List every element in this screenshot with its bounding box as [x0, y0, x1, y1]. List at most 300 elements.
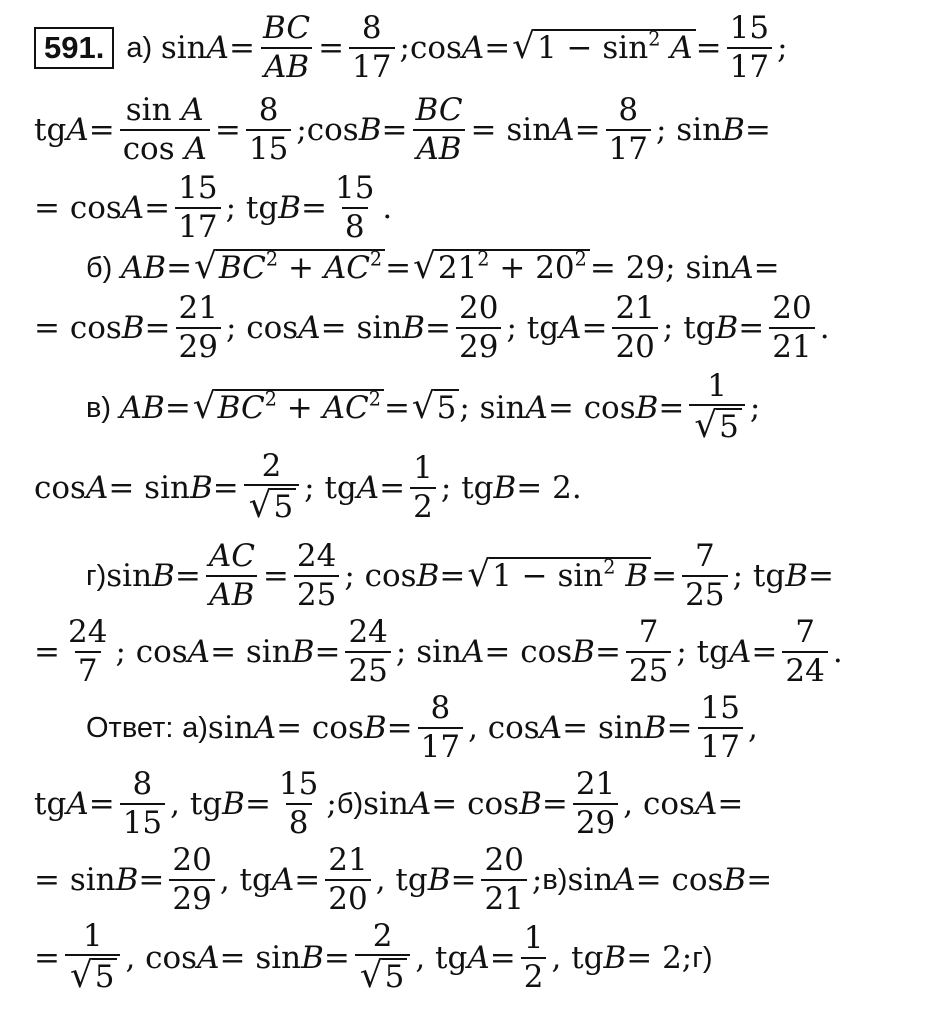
math-variable: B — [625, 558, 649, 595]
math-text: ; — [777, 30, 788, 66]
math-text: 21 — [575, 766, 616, 803]
math-text: = — [166, 250, 193, 286]
math-variable: BC — [217, 390, 265, 427]
fraction-denominator — [573, 803, 618, 840]
math-text: ; — [399, 30, 410, 66]
math-text: = — [484, 30, 511, 66]
math-variable: A — [731, 250, 754, 286]
math-text: 8 — [132, 766, 153, 803]
math-text: ; tg — [732, 558, 786, 594]
math-text: = sin — [108, 470, 190, 506]
radical-sign: √ — [512, 26, 535, 68]
math-text: ; tg — [440, 470, 494, 506]
fraction-numerator — [65, 616, 110, 651]
fraction — [412, 94, 465, 165]
fraction — [176, 292, 221, 363]
item-label: б) — [86, 251, 113, 284]
math-text: sin — [567, 862, 614, 898]
math-variable: A — [121, 190, 145, 226]
fraction — [606, 94, 651, 165]
math-variable: BC — [415, 92, 463, 129]
math-variable: A — [206, 30, 229, 66]
math-text: = — [658, 390, 685, 426]
fraction-denominator — [176, 327, 221, 364]
math-variable: A — [85, 470, 109, 506]
math-variable: BC — [218, 250, 266, 287]
math-variable: B — [363, 710, 387, 746]
math-text: = — [323, 940, 350, 976]
item-label: а) — [126, 31, 153, 64]
math-variable: A — [467, 940, 490, 976]
fraction — [294, 540, 339, 611]
math-variable: A — [184, 131, 207, 167]
radicand — [434, 389, 460, 427]
square-root — [194, 246, 385, 288]
math-text: 8 — [430, 690, 451, 727]
math-text: = cos — [34, 310, 122, 346]
math-text: , tg — [551, 940, 604, 976]
fraction — [244, 447, 299, 527]
radicand — [716, 408, 742, 446]
math-text: 5 — [719, 409, 739, 446]
math-text: 25 — [348, 653, 388, 689]
math-text: ; tg — [225, 190, 279, 226]
math-variable: B — [189, 470, 213, 506]
fraction-numerator — [410, 452, 436, 487]
math-variable: A — [181, 92, 204, 129]
problem-number: 591. — [34, 27, 114, 69]
math-text: = — [34, 940, 60, 976]
radicand — [382, 958, 408, 996]
math-text: = — [34, 634, 60, 670]
math-text: 8 — [344, 209, 365, 245]
math-variable: B — [519, 786, 542, 822]
fraction-denominator — [294, 575, 339, 612]
math-text: = — [214, 112, 241, 148]
math-text: 15 — [178, 170, 218, 207]
math-text: ; sin — [459, 390, 526, 426]
fraction-denominator — [355, 954, 410, 996]
math-text: 24 — [785, 653, 825, 689]
fraction — [65, 917, 120, 997]
math-variable: B — [643, 710, 667, 746]
fraction-denominator — [120, 803, 165, 840]
math-text: tg — [34, 112, 67, 148]
math-variable: A — [197, 940, 220, 976]
item-label: а) — [182, 711, 208, 744]
math-text: ; tg — [304, 470, 357, 506]
fraction-numerator — [456, 292, 501, 327]
math-text: = — [294, 862, 321, 898]
fraction-denominator — [698, 727, 743, 764]
fraction-numerator — [260, 12, 313, 47]
math-text: 2 — [523, 959, 544, 995]
fraction-numerator — [359, 12, 385, 47]
math-variable: AC — [323, 250, 370, 287]
math-text: , cos — [125, 940, 198, 976]
math-text: = — [381, 112, 408, 148]
math-text: 21 — [615, 290, 655, 327]
fraction-denominator — [246, 129, 291, 166]
math-text: = — [574, 112, 601, 148]
fraction-numerator — [259, 447, 285, 485]
square-root — [411, 386, 459, 428]
math-text: = — [262, 558, 289, 594]
fraction — [682, 540, 727, 611]
math-text: 7 — [795, 614, 815, 651]
fraction-numerator — [769, 292, 814, 327]
fraction — [698, 692, 743, 763]
item-label: Ответ: — [86, 711, 174, 744]
math-text: ; sin — [395, 634, 462, 670]
math-text: + — [278, 250, 324, 287]
math-text: 24 — [296, 538, 337, 575]
radical-sign: √ — [413, 246, 436, 288]
math-text: 8 — [618, 92, 639, 129]
math-text: = — [541, 786, 568, 822]
fraction — [689, 367, 744, 447]
fraction-numerator — [175, 172, 220, 207]
exponent: 2 — [264, 387, 277, 411]
fraction-numerator — [325, 844, 370, 879]
radicand — [489, 557, 651, 595]
fraction-denominator — [345, 651, 390, 688]
math-text: = — [383, 390, 410, 426]
fraction-numerator — [412, 94, 465, 129]
math-text: = — [385, 250, 412, 286]
fraction-denominator — [349, 47, 394, 84]
math-text: 15 — [334, 170, 375, 207]
fraction-numerator — [123, 94, 207, 129]
fraction-denominator — [169, 879, 214, 916]
fraction-denominator — [75, 651, 101, 688]
square-root — [192, 386, 384, 428]
solution-line — [34, 10, 931, 86]
exponent: 2 — [574, 247, 587, 271]
solution-line — [34, 290, 931, 366]
math-variable: B — [715, 310, 739, 346]
math-text: 20 — [484, 842, 524, 879]
fraction — [612, 292, 657, 363]
math-text: = cos — [635, 862, 724, 898]
math-variable: B — [572, 634, 595, 670]
fraction-numerator — [636, 616, 662, 651]
math-text: 2 — [261, 447, 282, 484]
radical-sign: √ — [467, 554, 491, 596]
fraction — [169, 844, 214, 915]
math-text: = — [144, 310, 171, 346]
radicand — [92, 958, 118, 996]
math-variable: A — [187, 634, 211, 670]
math-text: = — [212, 470, 239, 506]
math-text: = — [88, 112, 115, 148]
math-text: = 2; — [626, 940, 693, 976]
radical-sign: √ — [411, 386, 435, 428]
fraction-numerator — [332, 172, 377, 207]
math-variable: A — [66, 112, 89, 148]
math-text: 17 — [352, 49, 392, 85]
math-variable: B — [723, 862, 747, 898]
math-text: = — [581, 310, 608, 346]
math-text: 21 — [328, 842, 368, 879]
fraction-denominator — [769, 327, 814, 364]
math-text: = — [450, 862, 477, 898]
fraction — [260, 12, 313, 83]
math-text: 20 — [459, 290, 499, 327]
math-text: 29 — [459, 329, 499, 365]
math-text: 29 — [575, 805, 616, 841]
math-variable: A — [356, 470, 380, 506]
math-text: sin — [160, 30, 207, 66]
square-root — [359, 955, 407, 997]
math-text: = cos — [484, 634, 573, 670]
exponent: 2 — [648, 27, 661, 51]
math-text: , — [747, 710, 758, 746]
math-text: = — [753, 250, 780, 286]
fraction-denominator — [612, 327, 657, 364]
math-text: sin — [125, 92, 182, 129]
fraction-denominator — [65, 954, 120, 996]
math-text: = cos — [547, 390, 636, 426]
math-text: 29 — [178, 329, 218, 365]
fraction — [626, 616, 671, 687]
math-text: ; — [296, 112, 307, 148]
math-text: = — [746, 862, 773, 898]
math-variable: A — [253, 710, 277, 746]
answer-line — [34, 766, 931, 842]
radical-sign: √ — [69, 955, 93, 997]
item-label: б) — [336, 787, 364, 820]
math-text: 1 − sin — [536, 30, 649, 67]
math-text: ; cos — [344, 558, 417, 594]
math-text: cos — [122, 131, 185, 167]
answer-line — [34, 690, 931, 766]
math-text: sin — [106, 558, 153, 594]
fraction — [120, 94, 210, 165]
radicand — [435, 249, 590, 287]
math-variable: A — [728, 634, 752, 670]
math-text: 21 — [178, 290, 218, 327]
math-text: 21 — [437, 250, 478, 287]
math-variable: AC — [208, 538, 255, 575]
math-text: 15 — [122, 805, 163, 841]
fraction-denominator — [727, 47, 772, 84]
math-text: 5 — [436, 390, 457, 427]
math-variable: B — [152, 558, 175, 594]
math-text: = — [666, 710, 693, 746]
math-text: 17 — [420, 729, 461, 765]
math-text: cos — [34, 470, 86, 506]
item-label: в) — [542, 863, 568, 896]
math-variable: A — [694, 786, 718, 822]
fraction-numerator — [427, 692, 453, 727]
radicand — [270, 488, 296, 526]
math-text: = — [144, 190, 171, 226]
math-variable: AB — [209, 577, 255, 613]
math-text: = sin — [470, 112, 553, 148]
math-text: = sin — [320, 310, 403, 346]
radical-sign: √ — [194, 246, 217, 288]
math-text: 8 — [361, 10, 382, 47]
answer-line — [34, 842, 931, 918]
fraction — [355, 917, 410, 997]
math-text: = — [229, 30, 255, 66]
fraction-denominator — [626, 651, 671, 688]
math-text: = 29; sin — [589, 250, 732, 286]
math-text: 7 — [694, 538, 715, 575]
math-text: = — [174, 558, 201, 594]
math-text: ; — [531, 862, 543, 898]
fraction-numerator — [276, 768, 321, 803]
math-text: cos — [409, 30, 462, 66]
math-text: = — [386, 710, 413, 746]
math-text: 7 — [77, 653, 98, 689]
math-text: 20 — [172, 842, 212, 879]
math-text: 1 — [413, 450, 433, 487]
fraction — [206, 540, 258, 611]
math-text: , tg — [375, 862, 428, 898]
fraction-numerator — [80, 917, 106, 955]
fraction — [521, 922, 547, 993]
math-text: , cos — [468, 710, 540, 746]
exponent: 2 — [369, 247, 383, 271]
math-text: = — [88, 786, 115, 822]
math-text: 20 — [615, 329, 655, 365]
math-text: tg — [34, 786, 67, 822]
fraction — [349, 12, 394, 83]
radicand — [534, 29, 696, 67]
math-variable: A — [525, 390, 548, 426]
fraction-numerator — [573, 768, 618, 803]
fraction-denominator — [244, 484, 299, 526]
fraction — [410, 452, 436, 523]
math-text: = — [439, 558, 466, 594]
math-text: 17 — [608, 131, 648, 167]
fraction — [727, 12, 772, 83]
item-label: в) — [86, 391, 112, 424]
fraction — [456, 292, 501, 363]
math-text: = sin — [210, 634, 292, 670]
math-text: 2 — [372, 917, 393, 954]
math-variable: B — [402, 310, 426, 346]
math-text: 5 — [384, 959, 405, 996]
math-variable: B — [115, 862, 139, 898]
fraction-numerator — [130, 768, 156, 803]
math-text: = — [314, 634, 341, 670]
fraction-numerator — [521, 922, 547, 957]
square-root — [512, 26, 695, 68]
fraction-denominator — [286, 803, 312, 840]
math-text: cos — [306, 112, 359, 148]
fraction-numerator — [612, 292, 657, 327]
answer-line — [34, 614, 931, 690]
math-text: 25 — [685, 577, 725, 613]
fraction — [782, 616, 827, 687]
math-variable: A — [552, 112, 575, 148]
fraction-numerator — [169, 844, 214, 879]
math-variable: A — [462, 634, 485, 670]
math-variable: AC — [322, 390, 369, 427]
item-label: г) — [86, 559, 107, 592]
math-text: 5 — [273, 489, 294, 526]
square-root — [248, 485, 296, 527]
math-text: + 20 — [489, 250, 575, 287]
math-text: , tg — [219, 862, 272, 898]
fraction-numerator — [481, 844, 526, 879]
square-root — [467, 554, 651, 596]
exponent: 2 — [265, 247, 279, 271]
math-variable: B — [291, 634, 315, 670]
math-text: ; tg — [662, 310, 716, 346]
solution-line — [34, 447, 931, 527]
math-variable: B — [301, 940, 324, 976]
fraction-numerator — [206, 540, 258, 575]
math-variable: B — [635, 390, 659, 426]
math-variable: AB — [120, 250, 167, 286]
item-label: г) — [692, 941, 713, 974]
math-variable: B — [222, 786, 245, 822]
math-variable: B — [722, 112, 745, 148]
fraction-denominator — [120, 129, 210, 166]
math-text: ; — [749, 390, 761, 426]
math-variable: B — [785, 558, 808, 594]
fraction-numerator — [692, 540, 718, 575]
math-text: sin — [207, 710, 254, 746]
square-root — [694, 405, 741, 447]
math-text: = — [738, 310, 765, 346]
fraction-numerator — [345, 616, 390, 651]
math-text: = — [164, 390, 191, 426]
math-text: = — [379, 470, 406, 506]
math-text: = — [138, 862, 165, 898]
fraction-denominator — [606, 129, 651, 166]
math-text: = — [300, 190, 327, 226]
math-text: ; — [326, 786, 337, 822]
fraction-numerator — [256, 94, 282, 129]
fraction-numerator — [698, 692, 743, 727]
fraction — [345, 616, 390, 687]
math-text: 5 — [94, 959, 115, 996]
fraction — [418, 692, 463, 763]
math-text: = — [425, 310, 451, 346]
radicand — [215, 389, 384, 427]
fraction-numerator — [176, 292, 221, 327]
math-text: 25 — [628, 653, 669, 689]
math-text: 20 — [328, 881, 368, 917]
fraction — [65, 616, 110, 687]
math-variable: A — [461, 30, 485, 66]
math-variable: B — [603, 940, 627, 976]
math-text: , tg — [415, 940, 468, 976]
math-text: 7 — [638, 614, 659, 651]
math-text: 15 — [248, 131, 289, 167]
math-variable: B — [278, 190, 301, 226]
math-text: = sin — [562, 710, 644, 746]
math-text: 15 — [700, 690, 740, 727]
math-variable: AB — [119, 390, 165, 426]
math-text: = — [717, 786, 744, 822]
math-text: = 2. — [516, 470, 582, 506]
math-variable: A — [670, 30, 693, 67]
solution-line — [34, 538, 931, 614]
fraction-denominator — [410, 487, 436, 524]
fraction-denominator — [521, 957, 547, 994]
math-variable: B — [358, 112, 382, 148]
math-text: = sin — [219, 940, 302, 976]
math-variable: A — [66, 786, 89, 822]
math-text: . — [382, 190, 393, 226]
math-text — [660, 30, 670, 66]
